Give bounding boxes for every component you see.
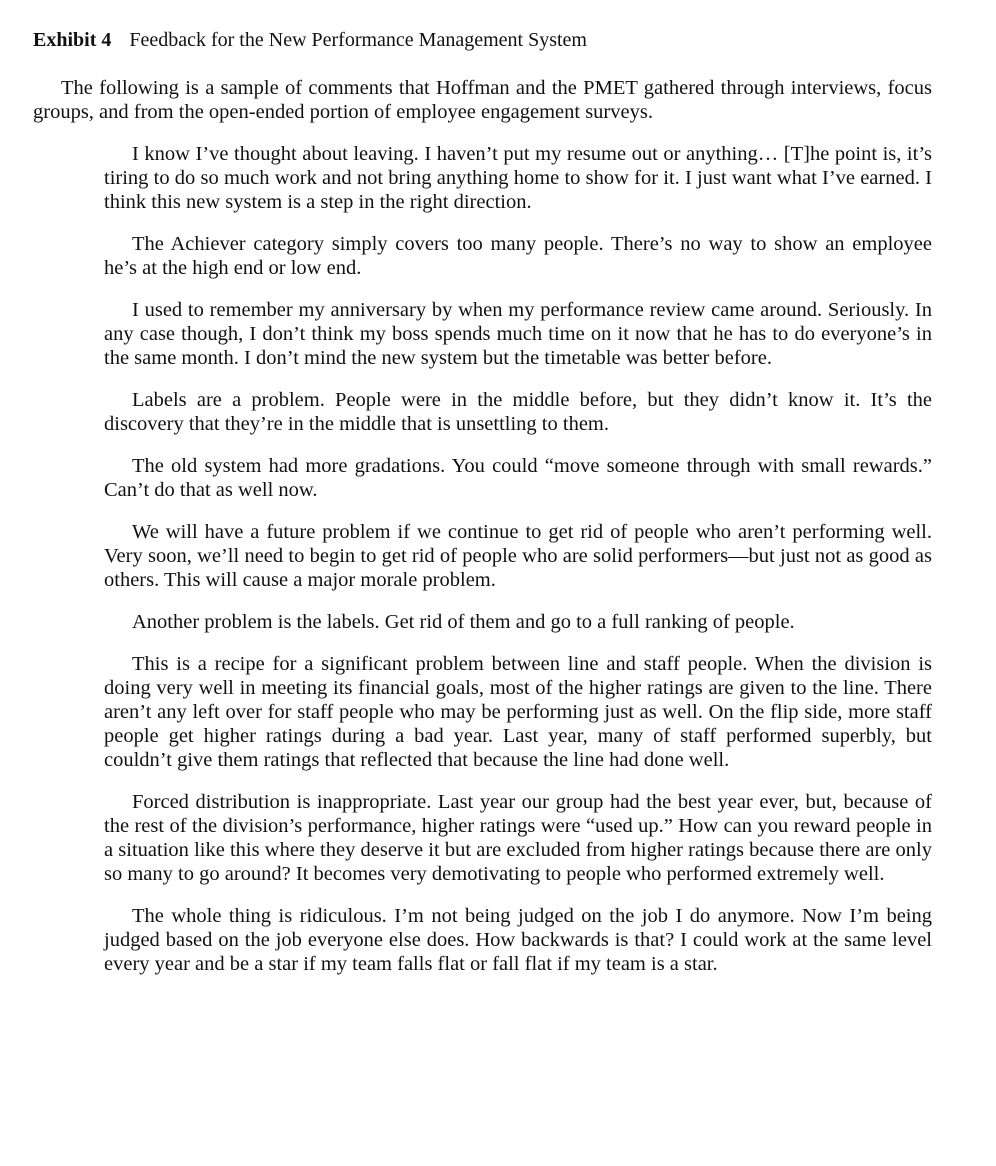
- quote-paragraph: The old system had more gradations. You could “move someone through with small rewards.” Can’t do that as well now.: [104, 455, 932, 501]
- quote-paragraph: Labels are a problem. People were in the middle before, but they didn’t know it. It’s the discovery that they’re in the middle that is unsettling to them.: [104, 389, 932, 435]
- exhibit-title: Feedback for the New Performance Management System: [129, 29, 587, 51]
- quote-paragraph: I used to remember my anniversary by when my performance review came around. Seriously. In any case though, I don’t think my boss spends much time on it now that he has to do everyone’s in the same month. I don’t mind the new system but the timetable was better before.: [104, 299, 932, 369]
- exhibit-header: [33, 28, 587, 52]
- intro-paragraph: The following is a sample of comments that Hoffman and the PMET gathered through interviews, focus groups, and from the open-ended portion of employee engagement surveys.: [33, 77, 932, 123]
- exhibit-label: Exhibit 4: [33, 29, 112, 51]
- quote-paragraph: The Achiever category simply covers too many people. There’s no way to show an employee he’s at the high end or low end.: [104, 233, 932, 279]
- quote-paragraph: We will have a future problem if we continue to get rid of people who aren’t performing well. Very soon, we’ll need to begin to get rid of people who are solid performers—but just not as good as others. This will cause a major morale problem.: [104, 521, 932, 591]
- quote-paragraph: Another problem is the labels. Get rid of them and go to a full ranking of people.: [132, 611, 795, 633]
- quote-paragraph: This is a recipe for a significant problem between line and staff people. When the division is doing very well in meeting its financial goals, most of the higher ratings are given to the line. There aren’t any left over for staff people who may be performing just as well. On the flip side, more staff people get higher ratings during a bad year. Last year, many of staff performed superbly, but couldn’t give them ratings that reflected that because the line had done well.: [104, 653, 932, 771]
- quotes-block: [104, 142, 932, 994]
- quote-paragraph: The whole thing is ridiculous. I’m not being judged on the job I do anymore. Now I’m being judged based on the job everyone else does. How backwards is that? I could work at the same level every year and be a star if my team falls flat or fall flat if my team is a star.: [104, 905, 932, 975]
- quote-paragraph: I know I’ve thought about leaving. I haven’t put my resume out or anything… [T]he point is, it’s tiring to do so much work and not bring anything home to show for it. I just want what I’ve earned. I think this new system is a step in the right direction.: [104, 143, 932, 213]
- quote-paragraph: Forced distribution is inappropriate. Last year our group had the best year ever, but, because of the rest of the division’s performance, higher ratings were “used up.” How can you reward people in a situation like this where they deserve it but are excluded from higher ratings because there are only so many to go around? It becomes very demotivating to people who performed extremely well.: [104, 791, 932, 885]
